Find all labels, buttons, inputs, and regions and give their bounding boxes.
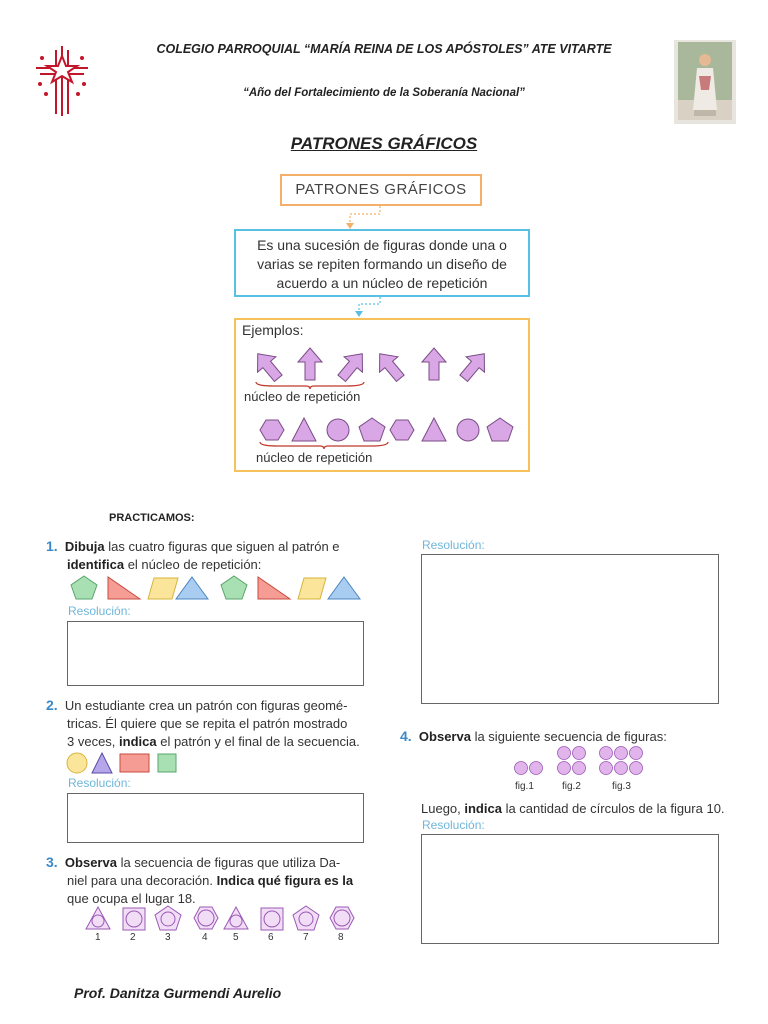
question-text: Luego,	[421, 801, 465, 816]
question-number: 3.	[46, 854, 58, 870]
circle-shape	[600, 762, 613, 775]
question-text: las cuatro figuras que siguen al patrón e	[104, 539, 340, 554]
circle-shape	[573, 762, 586, 775]
bold-word: Observa	[64, 855, 117, 870]
circle-shape	[573, 747, 586, 760]
bold-word: indica	[119, 734, 157, 749]
question-text: niel para una decoración.	[67, 873, 217, 888]
pentagon-shape	[487, 418, 513, 441]
circle-shape	[630, 747, 643, 760]
practice-heading: PRACTICAMOS:	[109, 512, 195, 524]
figure-label: 1	[95, 932, 101, 943]
question-text: que ocupa el lugar 18.	[67, 891, 196, 906]
square-circle-figure	[123, 908, 145, 930]
bold-word: Dibuja	[64, 539, 105, 554]
triangle-shape	[292, 418, 316, 441]
hexagon-circle-figure	[194, 907, 218, 929]
triangle-circle-figure	[86, 907, 110, 929]
parallelogram-shape	[148, 578, 178, 599]
year-motto: “Año del Fortalecimiento de la Soberanía Nacional”	[243, 87, 525, 99]
figure-label: 6	[268, 932, 274, 943]
bold-word: indica	[464, 801, 502, 816]
question-4	[400, 727, 730, 746]
question-text: Un estudiante crea un patrón con figuras geomé-	[64, 698, 348, 713]
parallelogram-shape	[298, 578, 326, 599]
arrow-shape	[455, 346, 494, 386]
question-text: el patrón y el final de la secuencia.	[156, 734, 360, 749]
q1-resolution-box[interactable]	[67, 621, 364, 686]
pentagon-shape	[221, 576, 247, 599]
square-shape	[158, 754, 176, 772]
circle-shape	[515, 762, 528, 775]
triangle-shape	[92, 753, 112, 773]
circle-shape	[615, 747, 628, 760]
triangle-shape	[328, 577, 360, 599]
question-2	[46, 696, 376, 751]
fig-label: fig.2	[562, 781, 581, 792]
definition-line-2: varias se repiten formando un diseño de	[257, 256, 507, 272]
triangle-shape	[176, 577, 208, 599]
concept-title-box: PATRONES GRÁFICOS	[280, 174, 482, 206]
fig-label: fig.3	[612, 781, 631, 792]
square-circle-figure	[261, 908, 283, 930]
q3-resolution-label: Resolución:	[422, 538, 485, 552]
circle-shape	[600, 747, 613, 760]
fig-label: fig.1	[515, 781, 534, 792]
pentagon-shape	[359, 418, 385, 441]
q4-resolution-box[interactable]	[421, 834, 719, 944]
hexagon-circle-figure	[330, 907, 354, 929]
circle-shape	[457, 419, 479, 441]
question-number: 4.	[400, 728, 412, 744]
question-text: la secuencia de figuras que utiliza Da-	[116, 855, 341, 870]
pentagon-circle-figure	[293, 906, 319, 930]
bold-word: Observa	[418, 729, 471, 744]
circle-shape	[558, 747, 571, 760]
question-text: tricas. Él quiere que se repita el patrón mostrado	[67, 716, 348, 731]
triangle-shape	[422, 418, 446, 441]
question-text: 3 veces,	[67, 734, 120, 749]
figure-label: 8	[338, 932, 344, 943]
pentagon-shape	[71, 576, 97, 599]
figure-label: 4	[202, 932, 208, 943]
circle-shape	[327, 419, 349, 441]
hexagon-shape	[260, 420, 284, 440]
hexagon-shape	[390, 420, 414, 440]
nucleus-label-2: núcleo de repetición	[256, 450, 373, 465]
circle-shape	[630, 762, 643, 775]
q3-resolution-box[interactable]	[421, 554, 719, 704]
saint-statue-image	[674, 40, 736, 124]
nucleus-label-1: núcleo de repetición	[244, 389, 361, 404]
rectangle-shape	[120, 754, 149, 772]
q1-shape-sequence	[68, 575, 368, 601]
q3-figure-sequence	[84, 905, 360, 945]
question-4-followup	[421, 800, 741, 818]
connector-arrow-2	[340, 297, 390, 319]
figure-label: 2	[130, 932, 136, 943]
examples-label: Ejemplos:	[242, 322, 304, 338]
question-number: 2.	[46, 697, 58, 713]
q2-resolution-label: Resolución:	[68, 776, 131, 790]
bold-word: Indica qué figura es la	[216, 873, 354, 888]
definition-box	[234, 229, 530, 297]
circle-shape	[615, 762, 628, 775]
arrow-shape	[298, 348, 322, 380]
arrow-shape	[371, 346, 410, 386]
author-name: Prof. Danitza Gurmendi Aurelio	[74, 985, 282, 1001]
connector-arrow-1	[340, 206, 390, 230]
right-triangle-shape	[108, 577, 140, 599]
q2-resolution-box[interactable]	[67, 793, 364, 843]
right-triangle-shape	[258, 577, 290, 599]
pentagon-circle-figure	[155, 906, 181, 930]
definition-line-3: acuerdo a un núcleo de repetición	[276, 275, 488, 291]
question-number: 1.	[46, 538, 58, 554]
question-text: la cantidad de círculos de la figura 10.	[501, 801, 725, 816]
bold-word: identifica	[67, 557, 125, 572]
definition-line-1: Es una sucesión de figuras donde una o	[257, 237, 507, 253]
q4-circle-figures	[512, 746, 652, 778]
question-1	[46, 537, 376, 574]
figure-label: 3	[165, 932, 171, 943]
circle-shape	[558, 762, 571, 775]
figure-label: 7	[303, 932, 309, 943]
figure-label: 5	[233, 932, 239, 943]
page-title: PATRONES GRÁFICOS	[290, 134, 478, 153]
question-text: la siguiente secuencia de figuras:	[470, 729, 667, 744]
question-3	[46, 853, 376, 908]
arrow-shape	[422, 348, 446, 380]
q4-resolution-label: Resolución:	[422, 818, 485, 832]
q1-resolution-label: Resolución:	[68, 604, 131, 618]
question-text: el núcleo de repetición:	[124, 557, 262, 572]
circle-shape	[530, 762, 543, 775]
triangle-circle-figure	[224, 907, 248, 929]
q2-shape-sequence	[66, 752, 186, 774]
nucleus-brace-2	[258, 440, 390, 450]
school-name: COLEGIO PARROQUIAL “MARÍA REINA DE LOS APÓSTOLES” ATE VITARTE	[156, 42, 612, 56]
circle-shape	[67, 753, 87, 773]
